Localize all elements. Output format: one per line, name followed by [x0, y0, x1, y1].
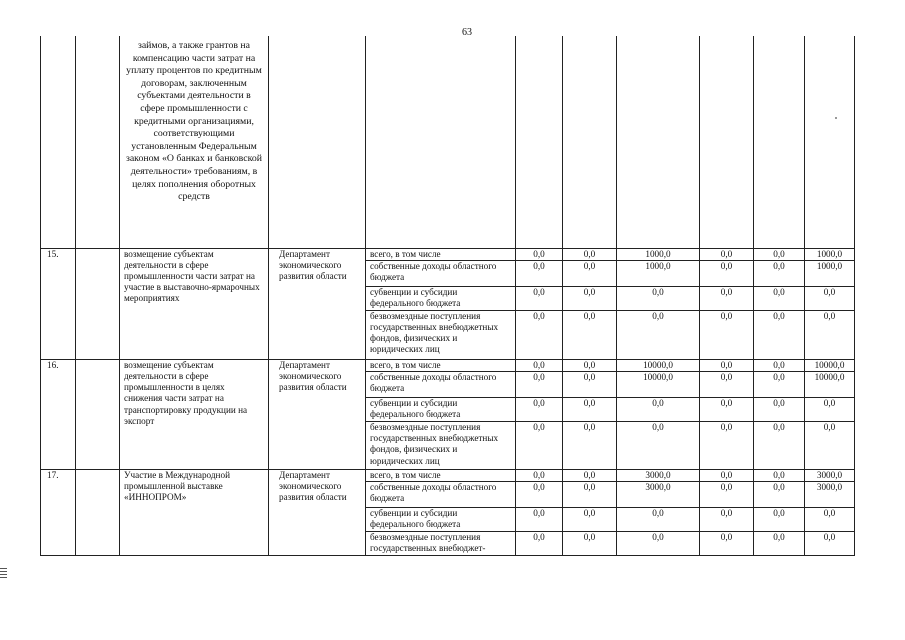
funding-value: 0,0: [516, 260, 563, 286]
funding-value: 0,0: [617, 421, 700, 469]
funding-value: 0,0: [754, 421, 805, 469]
funding-value: 0,0: [754, 286, 805, 310]
funding-source-label: собственные доходы областного бюджета: [366, 371, 516, 397]
funding-value: 0,0: [700, 397, 754, 421]
table-body: [41, 36, 855, 555]
funding-value: 10000,0: [617, 359, 700, 371]
funding-value: 0,0: [563, 532, 617, 555]
funding-value: 0,0: [516, 508, 563, 532]
funding-value: 0,0: [754, 248, 805, 260]
cell-empty: [516, 36, 563, 248]
cell-empty: [269, 36, 366, 248]
cell-empty: [366, 36, 516, 248]
funding-value: 0,0: [516, 421, 563, 469]
funding-value: 0,0: [563, 469, 617, 481]
funding-source-label: субвенции и субсидии федерального бюджета: [366, 397, 516, 421]
funding-value: 0,0: [563, 260, 617, 286]
funding-source-label: всего, в том числе: [366, 359, 516, 371]
funding-value: 10000,0: [617, 371, 700, 397]
cell-empty: [805, 36, 855, 248]
funding-value: 10000,0: [805, 359, 855, 371]
funding-value: 0,0: [700, 286, 754, 310]
funding-value: 0,0: [516, 397, 563, 421]
funding-value: 0,0: [754, 469, 805, 481]
funding-value: 0,0: [700, 359, 754, 371]
funding-value: 0,0: [754, 260, 805, 286]
scan-artifact: [0, 568, 8, 584]
table-row: [41, 469, 855, 481]
funding-value: 0,0: [516, 286, 563, 310]
funding-value: 0,0: [617, 397, 700, 421]
executor: Департамент экономического развития области: [269, 359, 366, 469]
funding-value: 0,0: [754, 532, 805, 555]
funding-value: 0,0: [563, 421, 617, 469]
funding-source-label: безвозмездные поступления государственных внебюджет-: [366, 532, 516, 555]
funding-value: 0,0: [805, 397, 855, 421]
cell-empty: [76, 359, 120, 469]
funding-value: 0,0: [700, 310, 754, 359]
funding-value: 0,0: [563, 248, 617, 260]
row-number: 16.: [41, 359, 76, 469]
funding-value: 0,0: [700, 508, 754, 532]
cell-empty: [563, 36, 617, 248]
funding-source-label: безвозмездные поступления государственных внебюджетных фондов, физических и юридических лиц: [366, 310, 516, 359]
funding-value: 0,0: [516, 482, 563, 508]
funding-value: 1000,0: [617, 248, 700, 260]
funding-value: 0,0: [516, 371, 563, 397]
funding-value: 0,0: [700, 532, 754, 555]
funding-value: 0,0: [805, 310, 855, 359]
row-number: 17.: [41, 469, 76, 555]
cell-empty: [700, 36, 754, 248]
measure-description: возмещение субъектам деятельности в сфере промышленности в целях снижения части затрат на транспортировку продукции на экспорт: [120, 359, 269, 469]
continued-description: займов, а также грантов на компенсацию части затрат на уплату процентов по кредитным договорам, заключенным субъектами деятельности в сфере промышленности с кредитными организациями, соответствующими установленным Федеральным законом «О банках и банковской деятельности» требованиям, в целях пополнения оборотных средств: [120, 36, 269, 248]
funding-value: 0,0: [754, 359, 805, 371]
funding-value: 0,0: [617, 286, 700, 310]
row-number: 15.: [41, 248, 76, 359]
funding-value: 0,0: [754, 371, 805, 397]
funding-value: 0,0: [754, 397, 805, 421]
funding-value: 0,0: [516, 532, 563, 555]
funding-value: 0,0: [617, 310, 700, 359]
cell-empty: [617, 36, 700, 248]
funding-source-label: всего, в том числе: [366, 248, 516, 260]
funding-source-label: всего, в том числе: [366, 469, 516, 481]
funding-value: 0,0: [754, 310, 805, 359]
funding-value: 0,0: [563, 508, 617, 532]
funding-value: 0,0: [700, 482, 754, 508]
funding-value: 0,0: [754, 508, 805, 532]
funding-value: 0,0: [563, 397, 617, 421]
budget-table: [40, 36, 855, 556]
funding-value: 3000,0: [805, 469, 855, 481]
funding-source-label: субвенции и субсидии федерального бюджета: [366, 286, 516, 310]
funding-value: 0,0: [563, 310, 617, 359]
funding-value: 0,0: [805, 286, 855, 310]
table-row: [41, 248, 855, 260]
funding-value: 3000,0: [805, 482, 855, 508]
cell-empty: [76, 248, 120, 359]
funding-value: 0,0: [516, 359, 563, 371]
funding-value: 3000,0: [617, 482, 700, 508]
funding-value: 0,0: [805, 508, 855, 532]
funding-value: 0,0: [754, 482, 805, 508]
table-row: [41, 359, 855, 371]
funding-value: 0,0: [516, 310, 563, 359]
executor: Департамент экономического развития области: [269, 469, 366, 555]
funding-value: 0,0: [563, 286, 617, 310]
cell-empty: [41, 36, 76, 248]
funding-value: 1000,0: [805, 248, 855, 260]
funding-value: 10000,0: [805, 371, 855, 397]
funding-source-label: субвенции и субсидии федерального бюджета: [366, 508, 516, 532]
cell-empty: [76, 36, 120, 248]
funding-value: 0,0: [516, 469, 563, 481]
funding-source-label: собственные доходы областного бюджета: [366, 482, 516, 508]
budget-table-wrapper: [40, 36, 854, 556]
funding-value: 0,0: [700, 248, 754, 260]
funding-value: 0,0: [700, 371, 754, 397]
funding-value: 0,0: [700, 260, 754, 286]
funding-source-label: собственные доходы областного бюджета: [366, 260, 516, 286]
scan-speck: [835, 117, 837, 119]
funding-value: 0,0: [563, 371, 617, 397]
funding-value: 0,0: [805, 532, 855, 555]
funding-value: 0,0: [617, 532, 700, 555]
page-number: 63: [462, 27, 472, 38]
funding-value: 0,0: [805, 421, 855, 469]
funding-value: 3000,0: [617, 469, 700, 481]
measure-description: Участие в Международной промышленной выставке «ИННОПРОМ»: [120, 469, 269, 555]
executor: Департамент экономического развития области: [269, 248, 366, 359]
funding-value: 0,0: [700, 421, 754, 469]
continued-row: [41, 36, 855, 248]
cell-empty: [754, 36, 805, 248]
funding-value: 1000,0: [617, 260, 700, 286]
cell-empty: [76, 469, 120, 555]
funding-value: 0,0: [563, 482, 617, 508]
funding-value: 0,0: [563, 359, 617, 371]
funding-value: 0,0: [516, 248, 563, 260]
funding-source-label: безвозмездные поступления государственных внебюджетных фондов, физических и юридических лиц: [366, 421, 516, 469]
funding-value: 0,0: [700, 469, 754, 481]
funding-value: 0,0: [617, 508, 700, 532]
funding-value: 1000,0: [805, 260, 855, 286]
measure-description: возмещение субъектам деятельности в сфере промышленности части затрат на участие в выставочно-ярмарочных мероприятиях: [120, 248, 269, 359]
